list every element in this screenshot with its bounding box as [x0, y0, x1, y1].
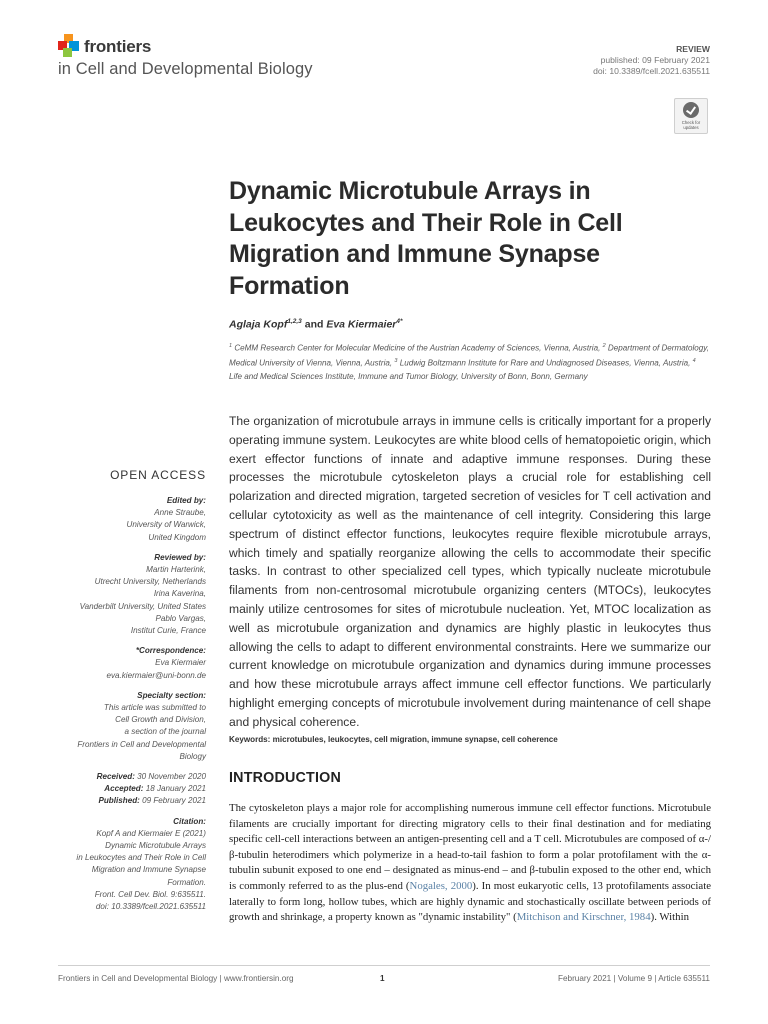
specialty-label: Specialty section: — [137, 690, 206, 700]
edited-by-section — [40, 495, 206, 544]
brand-name: frontiers — [84, 37, 152, 56]
sidebar-line: Frontiers in Cell and Developmental — [77, 739, 206, 749]
article-type: REVIEW — [676, 44, 710, 54]
intro-paragraph — [229, 801, 711, 926]
received-label: Received: — [96, 772, 135, 782]
author-conjunction: and — [304, 318, 324, 331]
footer-issue-info: February 2021 | Volume 9 | Article 635511 — [557, 974, 710, 983]
sidebar-line: Irina Kaverina, — [153, 589, 206, 599]
correspondence-email[interactable]: eva.kiermaier@uni-bonn.de — [106, 670, 206, 680]
sidebar-line: a section of the journal — [124, 727, 206, 737]
check-badge-text: Check for updates — [681, 120, 701, 130]
section-heading: INTRODUCTION — [229, 770, 342, 786]
dates-section — [40, 771, 206, 808]
sidebar-line: United Kingdom — [148, 532, 206, 542]
specialty-section — [40, 690, 206, 763]
keywords: Keywords: microtubules, leukocytes, cell migration, immune synapse, cell coherence — [229, 735, 558, 744]
published-label: Published: — [98, 796, 140, 806]
reviewed-by-label: Reviewed by: — [154, 552, 206, 562]
body-text: ). Within — [650, 911, 689, 924]
affiliation: Ludwig Boltzmann Institute for Rare and Undiagnosed Diseases, Vienna, Austria, — [399, 358, 691, 368]
sidebar-line: Eva Kiermaier — [155, 658, 206, 668]
article-doi[interactable]: doi: 10.3389/fcell.2021.635511 — [593, 66, 710, 76]
citation-doi[interactable]: doi: 10.3389/fcell.2021.635511 — [95, 902, 206, 912]
sidebar-line: Vanderbilt University, United States — [79, 601, 206, 611]
affil-number: 4 — [692, 357, 696, 364]
published-line — [40, 795, 206, 807]
sidebar-line: Utrecht University, Netherlands — [94, 577, 206, 587]
edited-by-label: Edited by: — [166, 496, 206, 505]
sidebar-line: Martin Harterink, — [146, 565, 206, 575]
citation-link[interactable]: Mitchison and Kirschner, 1984 — [516, 911, 651, 924]
sidebar-line: Dynamic Microtubule Arrays — [105, 841, 206, 851]
sidebar-line: Kopf A and Kiermaier E (2021) — [96, 828, 206, 838]
accepted-date: 18 January 2021 — [145, 784, 206, 794]
footer-divider — [58, 965, 710, 966]
accepted-line — [40, 783, 206, 795]
correspondence-label: *Correspondence: — [135, 646, 206, 656]
sidebar-line: Biology — [179, 751, 206, 761]
accepted-label: Accepted: — [104, 784, 144, 794]
affiliation: Department of Dermatology, Medical University of Vienna, Vienna, Austria, — [229, 343, 709, 368]
citation-section — [40, 816, 206, 914]
affil-number: 1 — [229, 343, 233, 349]
published-date: published: 09 February 2021 — [600, 55, 710, 65]
article-title: Dynamic Microtubule Arrays in Leukocytes and Their Role in Cell Migration and Immune Synapse Formation — [229, 177, 623, 300]
frontiers-logo — [58, 34, 80, 58]
sidebar-line: Migration and Immune Synapse — [91, 865, 206, 875]
body-text: The cytoskeleton plays a major role for accomplishing numerous immune cell effector functions. Microtubule filaments are crucially important for directing migratory cells to their final destination and for mediating specific cell-cell interactions between an antigen-presenting cell and a T cell. Microtubules are composed of α-/β-tubulin heterodimers which polymerize in a head-to-tail fashion to form a polar protofilament with the α-tubulin subunit exposed to one end – designated as minus-end – and β-tubulin exposed to the other end, which is commonly referred to as the plus-end ( — [229, 802, 711, 892]
check-icon — [683, 102, 699, 118]
sidebar-line: This article was submitted to — [103, 703, 206, 713]
affil-number: 2 — [602, 343, 606, 349]
affiliations — [229, 340, 709, 383]
received-date: 30 November 2020 — [137, 772, 206, 782]
abstract: The organization of microtubule arrays in immune cells is critically important for a properly operating immune system. Leukocytes are white blood cells of hematopoietic origin, which exert effector functions of innate and adaptive immune responses. During these processes the microtubule cytoskeleton plays a crucial role for establishing cell polarization and directed migration, targeted secretion of vesicles for T cell activation and cellular cytotoxicity as well as the maintenance of cell integrity. Considering this large spectrum of distinct effector functions, leukocytes require flexible microtubule arrays, which timely and spatially reorganize allowing the cells to accommodate their specific tasks. In contrast to other specialized cell types, which typically nucleate microtubule filaments from non-centrosomal microtubule organizing centers (MTOCs), leukocytes mainly utilize centrosomes for sites of microtubule nucleation. Yet, MTOC localization as well as microtubule organization and dynamics are highly plastic in leukocytes thus allowing the cells to adapt to different environmental constraints. Here we summarize our current knowledge on microtubule organization and dynamics during immune processes and how these microtubule arrays affect immune cell effector functions. We particularly highlight emerging concepts of microtubule involvement during maintenance of cell shape and physical coherence. — [229, 414, 711, 729]
article-meta — [593, 44, 710, 77]
body-text: ). In most eukaryotic cells, 13 protofilaments associate laterally to form long, hollow tubes, which are highly dynamic and stochastically oscillate between periods of growth and shrinkage, a property known as "dynamic instability" ( — [229, 879, 711, 924]
footer-journal[interactable]: Frontiers in Cell and Developmental Biology | www.frontiersin.org — [58, 974, 294, 983]
citation-link[interactable]: Nogales, 2000 — [409, 879, 473, 892]
sidebar-line: in Leukocytes and Their Role in Cell — [76, 853, 206, 863]
page-number: 1 — [380, 974, 385, 983]
author-list — [229, 318, 403, 331]
affiliation: Life and Medical Sciences Institute, Immune and Tumor Biology, University of Bonn, Bonn, Germany — [229, 371, 588, 381]
sidebar-line: Formation. — [167, 877, 206, 887]
affil-number: 3 — [394, 357, 398, 364]
sidebar-line: Front. Cell Dev. Biol. 9:635511. — [94, 889, 206, 899]
open-access-label: OPEN ACCESS — [110, 468, 206, 482]
sidebar-line: Institut Curie, France — [130, 626, 206, 636]
author-affil-sup: 1,2,3 — [287, 318, 302, 325]
sidebar-line: Cell Growth and Division, — [115, 715, 206, 725]
sidebar-line: Pablo Vargas, — [155, 613, 206, 623]
sidebar-line: Anne Straube, — [154, 508, 206, 518]
article-info-sidebar — [40, 495, 206, 921]
correspondence-section — [40, 645, 206, 682]
check-for-updates-badge[interactable] — [674, 98, 708, 134]
affiliation: CeMM Research Center for Molecular Medicine of the Austrian Academy of Sciences, Vienna, Austria, — [234, 343, 601, 353]
citation-label: Citation: — [173, 816, 206, 826]
author-name[interactable]: Aglaja Kopf — [229, 318, 288, 331]
received-line — [40, 771, 206, 783]
published-date-sidebar: 09 February 2021 — [142, 796, 206, 806]
sidebar-line: University of Warwick, — [126, 520, 206, 530]
author-name[interactable]: Eva Kiermaier — [326, 318, 397, 331]
reviewed-by-section — [40, 552, 206, 637]
journal-name: in Cell and Developmental Biology — [58, 60, 313, 78]
author-affil-sup: 4* — [396, 318, 403, 325]
